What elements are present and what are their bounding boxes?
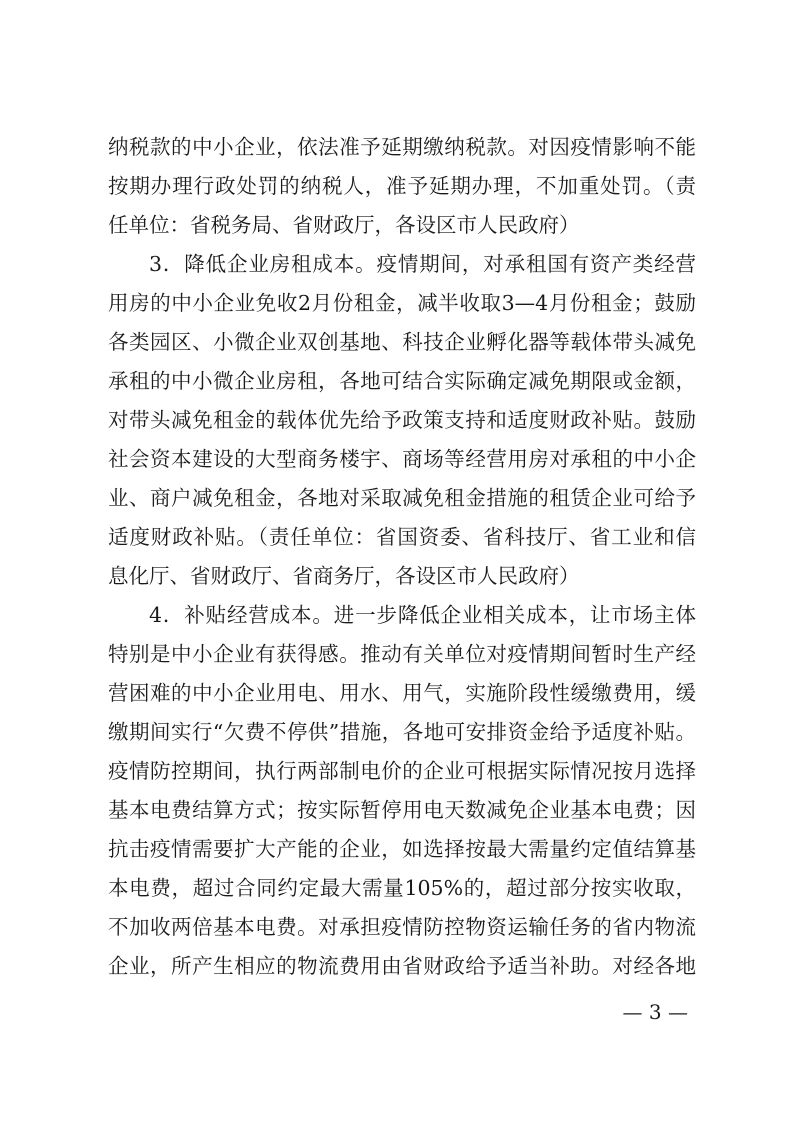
text-line: 用房的中小企业免收2月份租金，减半收取3—4月份租金；鼓励 [108,291,696,315]
text-line: 社会资本建设的大型商务楼宇、商场等经营用房对承租的中小企 [108,447,696,471]
text-line: 按期办理行政处罚的纳税人，准予延期办理，不加重处罚。（责 [108,174,696,198]
page-number: — 3 — [622,1000,688,1024]
text-line: 各类园区、小微企业双创基地、科技企业孵化器等载体带头减免 [108,330,696,354]
text-line: 不加收两倍基本电费。对承担疫情防控物资运输任务的省内物流 [108,915,696,939]
text-line: 企业，所产生相应的物流费用由省财政给予适当补助。对经各地 [108,954,696,978]
text-line: 特别是中小企业有获得感。推动有关单位对疫情期间暂时生产经 [108,642,696,666]
text-line: 适度财政补贴。（责任单位：省国资委、省科技厅、省工业和信 [108,525,696,549]
text-line: 4．补贴经营成本。进一步降低企业相关成本，让市场主体 [149,603,696,627]
text-line: 息化厅、省财政厅、省商务厅，各设区市人民政府） [108,564,580,588]
body-text [108,128,696,986]
text-line: 任单位：省税务局、省财政厅，各设区市人民政府） [108,213,580,237]
text-line: 3．降低企业房租成本。疫情期间，对承租国有资产类经营 [149,252,696,276]
text-line: 承租的中小微企业房租，各地可结合实际确定减免期限或金额， [108,369,696,393]
text-line: 基本电费结算方式；按实际暂停用电天数减免企业基本电费；因 [108,798,696,822]
text-line: 抗击疫情需要扩大产能的企业，如选择按最大需量约定值结算基 [108,837,696,861]
text-line: 本电费，超过合同约定最大需量105%的，超过部分按实收取， [108,876,696,900]
text-line: 纳税款的中小企业，依法准予延期缴纳税款。对因疫情影响不能 [108,135,696,159]
text-line: 营困难的中小企业用电、用水、用气，实施阶段性缓缴费用，缓 [108,681,696,705]
text-line: 对带头减免租金的载体优先给予政策支持和适度财政补贴。鼓励 [108,408,696,432]
text-line: 业、商户减免租金，各地对采取减免租金措施的租赁企业可给予 [108,486,696,510]
text-line: 疫情防控期间，执行两部制电价的企业可根据实际情况按月选择 [108,759,696,783]
text-line: 缴期间实行“欠费不停供”措施，各地可安排资金给予适度补贴。 [108,720,696,744]
